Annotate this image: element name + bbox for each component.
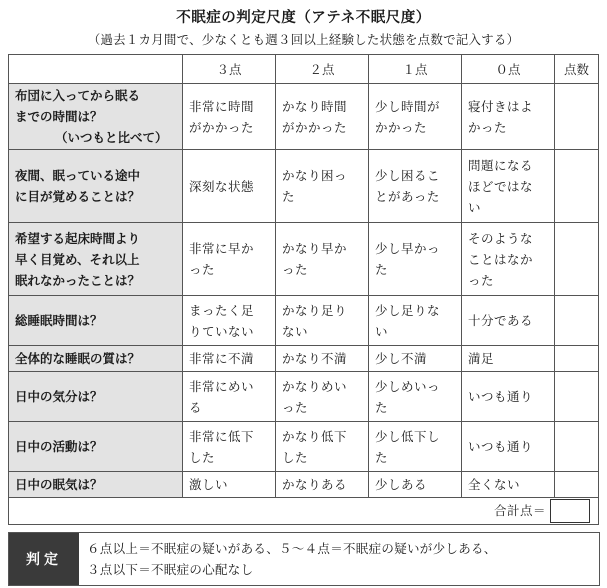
option-line: かかった	[375, 119, 428, 135]
option-line: た	[282, 189, 296, 204]
question-line: 布団に入ってから眠る	[15, 88, 141, 103]
option-line: かなり足り	[282, 302, 348, 318]
option-cell-0-points[interactable]	[462, 372, 555, 422]
page-subtitle: （過去１カ月間で、少なくとも週３回以上経験した状態を点数で記入する）	[87, 32, 520, 47]
question-row	[9, 472, 599, 498]
option-line: った	[282, 399, 309, 415]
option-cell-0-points[interactable]	[462, 84, 555, 150]
option-cell-2-points[interactable]	[276, 84, 369, 150]
question-row	[9, 223, 599, 296]
judgement-line: ６点以上＝不眠症の疑いがある、５～４点＝不眠症の疑いが少しある、	[87, 541, 497, 556]
total-score-box[interactable]	[550, 499, 590, 523]
option-line: かった	[468, 119, 508, 135]
option-line: い	[468, 199, 482, 215]
option-line: がかかった	[282, 119, 348, 135]
option-line: った	[282, 262, 309, 277]
score-input-cell[interactable]	[555, 372, 599, 422]
option-cell-0-points[interactable]	[462, 472, 555, 498]
question-line: 早く目覚め、それ以上	[15, 251, 140, 267]
question-row	[9, 296, 599, 346]
option-cell-1-points[interactable]	[369, 346, 462, 372]
question-line: に目が覚めることは？	[15, 189, 141, 204]
score-input-cell[interactable]	[555, 422, 599, 472]
option-cell-1-points[interactable]	[369, 422, 462, 472]
option-line: いつも通り	[468, 439, 534, 454]
question-cell	[9, 346, 183, 372]
option-cell-0-points[interactable]	[462, 422, 555, 472]
option-line: ほどではな	[468, 178, 534, 194]
question-row	[9, 346, 599, 372]
score-input-cell[interactable]	[555, 84, 599, 150]
option-cell-1-points[interactable]	[369, 372, 462, 422]
option-line: た	[375, 399, 389, 415]
option-cell-0-points[interactable]	[462, 223, 555, 296]
option-line: 少し低下し	[375, 428, 441, 444]
score-input-cell[interactable]	[555, 150, 599, 223]
option-line: る	[189, 399, 203, 415]
option-line: た	[375, 449, 389, 465]
option-cell-2-points[interactable]	[276, 223, 369, 296]
option-cell-1-points[interactable]	[369, 223, 462, 296]
option-line: そのような	[468, 230, 534, 246]
option-line: 全くない	[468, 477, 521, 492]
option-line: 十分である	[468, 313, 534, 328]
option-line: 少しめいっ	[375, 378, 441, 394]
judgement-line: ３点以下＝不眠症の心配なし	[87, 562, 254, 577]
option-cell-2-points[interactable]	[276, 150, 369, 223]
judgement-tag: 判定	[9, 533, 79, 585]
option-line: かなりめい	[282, 378, 348, 394]
question-cell	[9, 223, 183, 296]
question-cell	[9, 296, 183, 346]
option-cell-3-points[interactable]	[183, 296, 276, 346]
option-line: かなり低下	[282, 428, 348, 444]
option-line: 非常に早か	[189, 241, 255, 256]
option-line: 深刻な状態	[189, 178, 255, 194]
question-line: 夜間、眠っている途中	[15, 168, 141, 183]
option-cell-2-points[interactable]	[276, 372, 369, 422]
option-line: 寝付きはよ	[468, 98, 534, 114]
option-line: 少し早かっ	[375, 241, 441, 256]
option-line: かなり早か	[282, 241, 348, 256]
option-line: した	[282, 449, 309, 465]
option-line: かなり困っ	[282, 168, 348, 183]
question-cell	[9, 422, 183, 472]
score-input-cell[interactable]	[555, 472, 599, 498]
question-line: 眠れなかったことは？	[15, 272, 141, 288]
header-score: 点数	[555, 55, 599, 84]
option-line: かなり時間	[282, 98, 348, 114]
header-2-points: ２点	[276, 55, 369, 84]
question-cell	[9, 472, 183, 498]
option-line: いつも通り	[468, 389, 534, 404]
question-row	[9, 150, 599, 223]
option-line: 少し困るこ	[375, 168, 441, 183]
option-line: い	[375, 323, 389, 339]
question-line: （いつもと比べて）	[55, 130, 168, 145]
option-line: 非常に低下	[189, 428, 255, 444]
question-line: 日中の活動は？	[15, 439, 103, 454]
header-blank-cell	[9, 55, 183, 84]
option-line: 少し時間が	[375, 98, 441, 114]
option-cell-1-points[interactable]	[369, 84, 462, 150]
option-line: ことはなか	[468, 251, 534, 267]
question-cell	[9, 84, 183, 150]
option-cell-0-points[interactable]	[462, 150, 555, 223]
option-cell-1-points[interactable]	[369, 472, 462, 498]
question-line: 全体的な睡眠の質は？	[15, 351, 141, 366]
judgement-text	[87, 538, 593, 580]
option-cell-2-points[interactable]	[276, 472, 369, 498]
option-cell-2-points[interactable]	[276, 296, 369, 346]
question-line: 総睡眠時間は？	[15, 313, 103, 328]
option-cell-1-points[interactable]	[369, 150, 462, 223]
option-cell-3-points[interactable]	[183, 472, 276, 498]
page-title: 不眠症の判定尺度（アテネ不眠尺度）	[176, 10, 431, 26]
athens-insomnia-scale-table	[8, 54, 599, 525]
question-cell	[9, 150, 183, 223]
option-line: かなりある	[282, 477, 348, 492]
option-line: 激しい	[189, 477, 229, 492]
question-row	[9, 372, 599, 422]
option-line: 非常に不満	[189, 351, 255, 366]
option-line: た	[375, 262, 389, 277]
option-cell-3-points[interactable]	[183, 372, 276, 422]
option-line: 満足	[468, 351, 495, 366]
option-line: 非常にめい	[189, 378, 255, 394]
option-line: 少し足りな	[375, 302, 441, 318]
total-cell	[9, 498, 599, 525]
score-input-cell[interactable]	[555, 296, 599, 346]
total-row	[9, 498, 599, 525]
option-line: 少しある	[375, 477, 428, 492]
header-3-points: ３点	[183, 55, 276, 84]
option-line: ない	[282, 323, 309, 339]
option-cell-3-points[interactable]	[183, 223, 276, 296]
judgement-box	[8, 532, 600, 586]
option-cell-3-points[interactable]	[183, 84, 276, 150]
option-line: 問題になる	[468, 157, 534, 173]
option-cell-3-points[interactable]	[183, 150, 276, 223]
question-row	[9, 422, 599, 472]
option-cell-0-points[interactable]	[462, 346, 555, 372]
option-cell-3-points[interactable]	[183, 422, 276, 472]
option-cell-2-points[interactable]	[276, 346, 369, 372]
option-line: まったく足	[189, 302, 255, 318]
score-input-cell[interactable]	[555, 346, 599, 372]
score-input-cell[interactable]	[555, 223, 599, 296]
option-line: 非常に時間	[189, 98, 255, 114]
option-line: かなり不満	[282, 351, 348, 366]
question-line: 日中の眠気は？	[15, 477, 103, 492]
option-cell-2-points[interactable]	[276, 422, 369, 472]
option-line: りていない	[189, 323, 255, 339]
header-0-points: ０点	[462, 55, 555, 84]
question-line: 希望する起床時間より	[15, 230, 141, 246]
option-line: った	[468, 272, 495, 288]
option-cell-1-points[interactable]	[369, 296, 462, 346]
option-line: 少し不満	[375, 351, 428, 366]
option-line: した	[189, 449, 216, 465]
option-cell-0-points[interactable]	[462, 296, 555, 346]
header-1-point: １点	[369, 55, 462, 84]
option-line: がかかった	[189, 119, 255, 135]
option-line: とがあった	[375, 189, 440, 204]
question-line: 日中の気分は？	[15, 389, 103, 404]
header-row	[9, 55, 599, 84]
question-cell	[9, 372, 183, 422]
question-line: までの時間は？	[15, 109, 103, 124]
question-row	[9, 84, 599, 150]
option-cell-3-points[interactable]	[183, 346, 276, 372]
total-label: 合計点＝	[493, 502, 546, 518]
option-line: った	[189, 262, 216, 277]
